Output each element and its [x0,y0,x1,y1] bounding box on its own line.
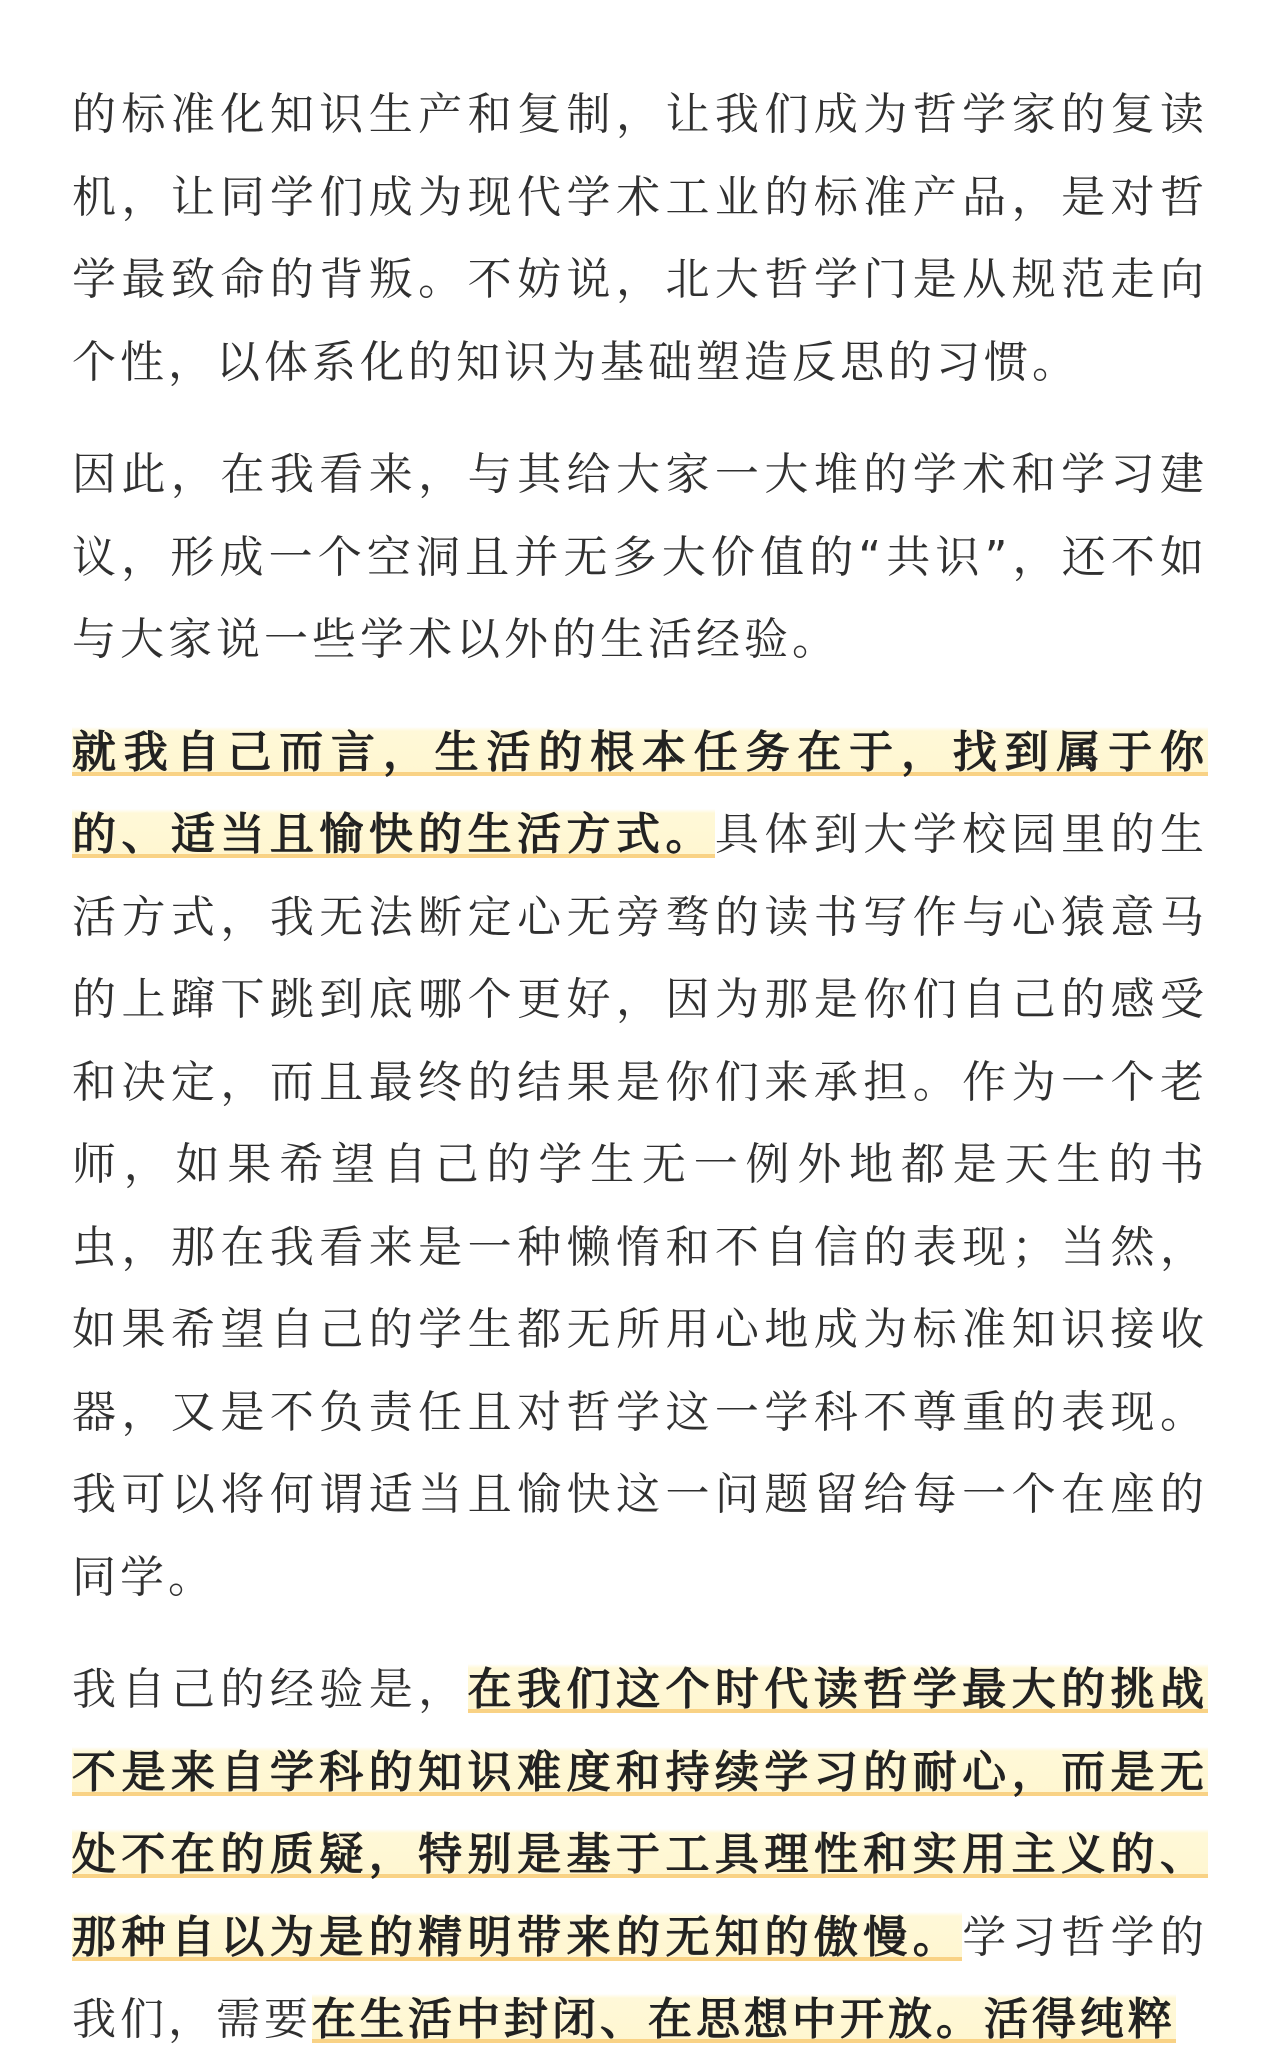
paragraph [72,712,1208,1620]
paragraph-text: 具体到大学校园里的生活方式，我无法断定心无旁骛的读书写作与心猿意马的上蹿下跳到底哪个更好，因为那是你们自己的感受和决定，而且最终的结果是你们来承担。作为一个老师，如果希望自己的学生无一例外地都是天生的书虫，那在我看来是一种懒惰和不自信的表现；当然，如果希望自己的学生都无所用心地成为标准知识接收器，又是不负责任且对哲学这一学科不尊重的表现。我可以将何谓适当且愉快这一问题留给每一个在座的同学。 [72,809,1209,1603]
paragraph-text: 因此，在我看来，与其给大家一大堆的学术和学习建议，形成一个空洞且并无多大价值的“共识”，还不如与大家说一些学术以外的生活经验。 [72,449,1208,665]
paragraph [72,1649,1208,2062]
paragraph [72,434,1208,682]
highlighted-text: 在生活中封闭、在思想中开放。活得纯粹 [312,1994,1176,2045]
paragraph-text: 学习哲学的我们，需要 [72,1911,1209,2045]
paragraph-text: 的标准化知识生产和复制，让我们成为哲学家的复读机，让同学们成为现代学术工业的标准产品，是对哲学最致命的背叛。不妨说，北大哲学门是从规范走向个性，以体系化的知识为基础塑造反思的习惯。 [72,89,1208,388]
paragraph-text: 我自己的经验是， [72,1664,468,1715]
highlighted-text: 在我们这个时代读哲学最大的挑战不是来自学科的知识难度和持续学习的耐心，而是无处不在的质疑，特别是基于工具理性和实用主义的、那种自以为是的精明带来的无知的傲慢。 [72,1664,1209,1963]
highlighted-text: 就我自己而言，生活的根本任务在于，找到属于你的、适当且愉快的生活方式。 [72,726,1208,860]
paragraph [72,74,1208,404]
